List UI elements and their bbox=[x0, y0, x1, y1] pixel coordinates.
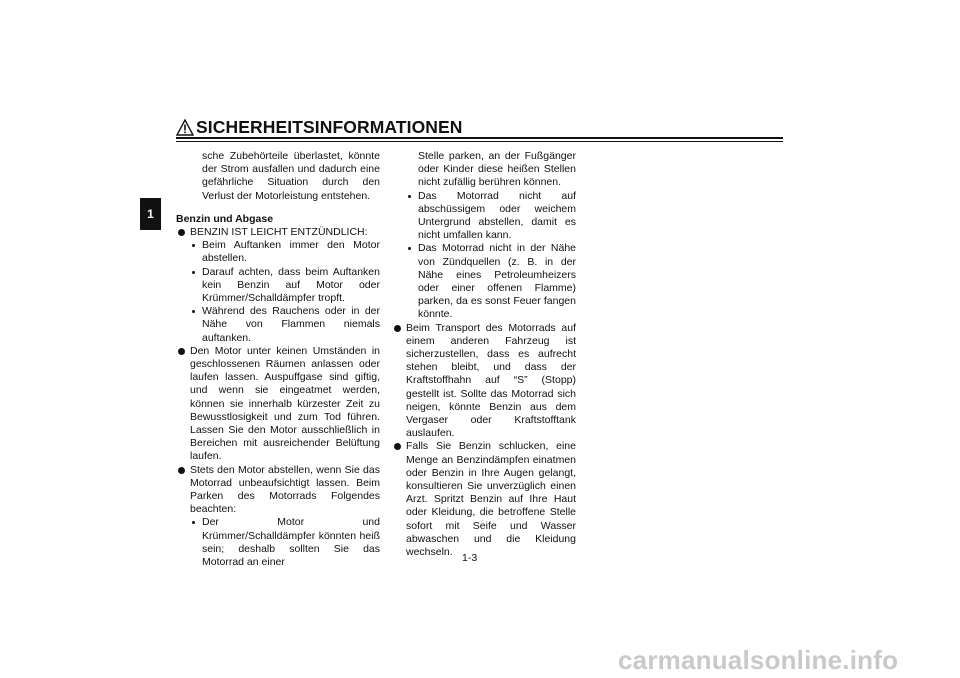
page-header bbox=[176, 116, 783, 142]
sub-bullet-item: Beim Auftanken immer den Motor abstellen. bbox=[190, 239, 380, 265]
continuation-paragraph: Stelle parken, an der Fußgänger oder Kinder diese heißen Stellen nicht zufällig berühren können. bbox=[418, 150, 576, 189]
chapter-tab: 1 bbox=[140, 198, 161, 230]
left-column bbox=[176, 150, 380, 569]
sub-bullet-item: Darauf achten, dass beim Auftanken kein Benzin auf Motor oder Krümmer/Schalldämpfer tropft. bbox=[190, 266, 380, 306]
watermark: carmanualsonline.info bbox=[618, 645, 899, 675]
sub-bullet-item: Während des Rauchens oder in der Nähe von Flammen niemals auftanken. bbox=[190, 305, 380, 345]
bullet-item: Beim Transport des Motorrads auf einem anderen Fahrzeug ist sicherzustellen, dass es aufrecht stehen bleibt, und dass der Kraftstoffhahn auf “S” (Stopp) gestellt ist. Sollte das Motorrad sich neigen, könnte Benzin aus dem Vergaser oder Kraftstofftank auslaufen. bbox=[392, 322, 576, 441]
bullet-item: Falls Sie Benzin schlucken, eine Menge an Benzindämpfen einatmen oder Benzin in Ihre Augen gelangt, konsultieren Sie unverzüglich einen Arzt. Spritzt Benzin auf Ihre Haut oder Kleidung, die betroffene Stelle sofort mit Seife und Wasser abwaschen und die Kleidung wechseln. bbox=[392, 440, 576, 559]
bullet-item: BENZIN IST LEICHT ENTZÜNDLICH: bbox=[176, 226, 380, 239]
right-column bbox=[392, 150, 576, 559]
header-rule-thin bbox=[176, 141, 783, 142]
sub-bullet-item: Das Motorrad nicht auf abschüssigem oder weichem Untergrund abstellen, damit es nicht umfallen kann. bbox=[406, 190, 576, 243]
bullet-item: Stets den Motor abstellen, wenn Sie das Motorrad unbeaufsichtigt lassen. Beim Parken des Motorrads Folgendes beachten: bbox=[176, 464, 380, 517]
page-title: SICHERHEITSINFORMATIONEN bbox=[196, 117, 463, 137]
sub-bullet-item: Das Motorrad nicht in der Nähe von Zündquellen (z. B. in der Nähe eines Petroleumheizers oder einer offenen Flamme) parken, da es sonst Feuer fangen könnte. bbox=[406, 242, 576, 321]
sub-bullet-item: Der Motor und Krümmer/Schalldämpfer könnten heiß sein; deshalb sollten Sie das Motorrad an einer bbox=[190, 516, 380, 569]
intro-paragraph: sche Zubehörteile überlastet, könnte der Strom ausfallen und dadurch eine gefährliche Situation durch den Verlust der Motorleistung entstehen. bbox=[202, 150, 380, 202]
page-number: 1-3 bbox=[462, 552, 478, 564]
header-rule-thick bbox=[176, 137, 783, 139]
bullet-item: Den Motor unter keinen Umständen in geschlossenen Räumen anlassen oder laufen lassen. Auspuffgase sind giftig, und wenn sie eingeatmet werden, können sie innerhalb kürzester Zeit zu Bewusstlosigkeit und zum Tod führen. Lassen Sie den Motor ausschließlich in Bereichen mit ausreichender Belüftung laufen. bbox=[176, 345, 380, 464]
warning-triangle-icon bbox=[176, 119, 194, 136]
section-heading: Benzin und Abgase bbox=[176, 212, 274, 225]
